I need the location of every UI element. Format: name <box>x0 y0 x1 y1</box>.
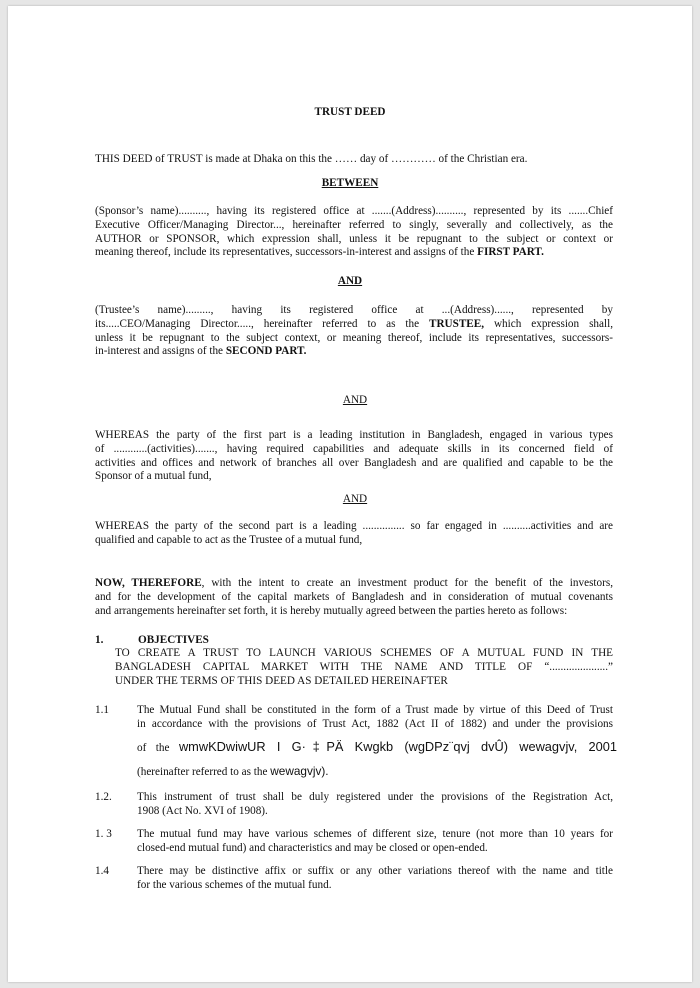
clause-line: in accordance with the provisions of Trust Act, 1882 (Act II of 1882) and under the provisions <box>137 717 613 730</box>
document-page <box>8 6 692 982</box>
section-number: 1. <box>95 634 104 646</box>
clause-line: The Mutual Fund shall be constituted in the form of a Trust made by virtue of this Deed of Trust <box>137 704 613 716</box>
clause-text <box>137 791 613 819</box>
clause-number: 1.2. <box>95 791 112 803</box>
first-part-label: FIRST PART. <box>477 246 544 259</box>
first-party-line: AUTHOR or SPONSOR, which expression shall, unless it be repugnant to the subject or context or <box>95 232 613 245</box>
clause-line: The mutual fund may have various schemes of different size, tenure (not more than 10 years for <box>137 828 613 840</box>
and-heading: AND <box>342 394 368 406</box>
whereas-first-paragraph <box>95 429 613 484</box>
whereas-line: WHEREAS the party of the first part is a leading institution in Bangladesh, engaged in various types <box>95 429 613 441</box>
second-party-line: in-interest and assigns of the <box>95 345 226 358</box>
and-heading: AND <box>337 275 363 287</box>
objectives-heading: OBJECTIVES <box>138 634 209 646</box>
clause-number: 1. 3 <box>95 828 112 840</box>
intro-paragraph: THIS DEED of TRUST is made at Dhaka on this the …… day of ………… of the Christian era. <box>95 153 528 165</box>
clause-text <box>137 828 613 856</box>
whereas-second-paragraph <box>95 520 613 548</box>
now-therefore-paragraph <box>95 577 613 618</box>
trustee-label: TRUSTEE, <box>429 317 485 330</box>
bengali-font-text: wewagvjv). <box>270 764 329 778</box>
second-part-label: SECOND PART. <box>225 345 307 358</box>
first-party-paragraph <box>95 205 613 260</box>
second-party-line: unless it be repugnant to the subject context, or meaning thereof, include its representatives, successors- <box>95 331 613 344</box>
first-party-line: meaning thereof, include its representatives, successors-in-interest and assigns of the <box>95 246 478 259</box>
first-party-line: Executive Officer/Managing Director..., hereinafter referred to singly, severally and collectively, as the <box>95 218 613 231</box>
clause-text <box>137 739 617 756</box>
whereas-line: activities and offices and network of branches all over Bangladesh and are qualified and capable to be the <box>95 456 613 469</box>
second-party-line: which expression shall, <box>484 317 613 330</box>
clause-line: (hereinafter referred to as the <box>137 766 271 778</box>
clause-line: This instrument of trust shall be duly registered under the provisions of the Registration Act, <box>137 791 613 803</box>
clause-line: There may be distinctive affix or suffix or any other variations thereof with the name and title <box>137 865 613 877</box>
whereas-line: of ............(activities)......., having required capabilities and adequate skills in its concerned field of <box>95 442 613 455</box>
clause-text <box>137 765 329 780</box>
clause-line: closed-end mutual fund) and characteristics and may be closed or open-ended. <box>137 841 488 854</box>
whereas-line: WHEREAS the party of the second part is a leading ............... so far engaged in ..........activities and are <box>95 520 613 532</box>
clause-line: of the <box>137 742 179 754</box>
bengali-font-text: wmwKDwiwUR I G·‡PÄ Kwgkb (wgDPz¨qvj dvÛ) wewagvjv, 2001 <box>178 739 617 754</box>
second-party-paragraph <box>95 304 613 359</box>
now-therefore-line: and arrangements hereinafter set forth, it is hereby mutually agreed between the parties hereto as follows: <box>95 604 568 617</box>
first-party-line: (Sponsor’s name).........., having its registered office at .......(Address).........., represented by its .......Chief <box>95 205 613 217</box>
now-therefore-line: , with the intent to create an investment product for the benefit of the investors, <box>201 577 614 589</box>
clause-line: 1908 (Act No. XVI of 1908). <box>137 804 268 817</box>
second-party-line: (Trustee’s name)........., having its registered office at ...(Address)......, represented by <box>95 304 613 316</box>
second-party-line: its.....CEO/Managing Director....., hereinafter referred to as the <box>95 317 429 330</box>
whereas-line: qualified and capable to act as the Trustee of a mutual fund, <box>95 533 363 546</box>
objectives-text <box>115 647 613 688</box>
now-therefore-line: and for the development of the capital markets of Bangladesh and in consideration of mutual covenants <box>95 590 613 603</box>
clause-text <box>137 704 613 732</box>
whereas-line: Sponsor of a mutual fund, <box>95 470 212 483</box>
objectives-line: TO CREATE A TRUST TO LAUNCH VARIOUS SCHEMES OF A MUTUAL FUND IN THE <box>115 647 613 659</box>
clause-number: 1.4 <box>95 865 109 877</box>
and-heading: AND <box>342 493 368 505</box>
document-title: TRUST DEED <box>314 106 386 118</box>
clause-number: 1.1 <box>95 704 109 716</box>
objectives-line: BANGLADESH CAPITAL MARKET WITH THE NAME AND TITLE OF “.....................” <box>115 660 613 673</box>
now-therefore-label: NOW, THEREFORE <box>95 577 202 589</box>
clause-text <box>137 865 613 893</box>
objectives-line: UNDER THE TERMS OF THIS DEED AS DETAILED HEREINAFTER <box>115 674 448 687</box>
clause-line: for the various schemes of the mutual fund. <box>137 878 332 891</box>
between-heading: BETWEEN <box>321 177 379 189</box>
